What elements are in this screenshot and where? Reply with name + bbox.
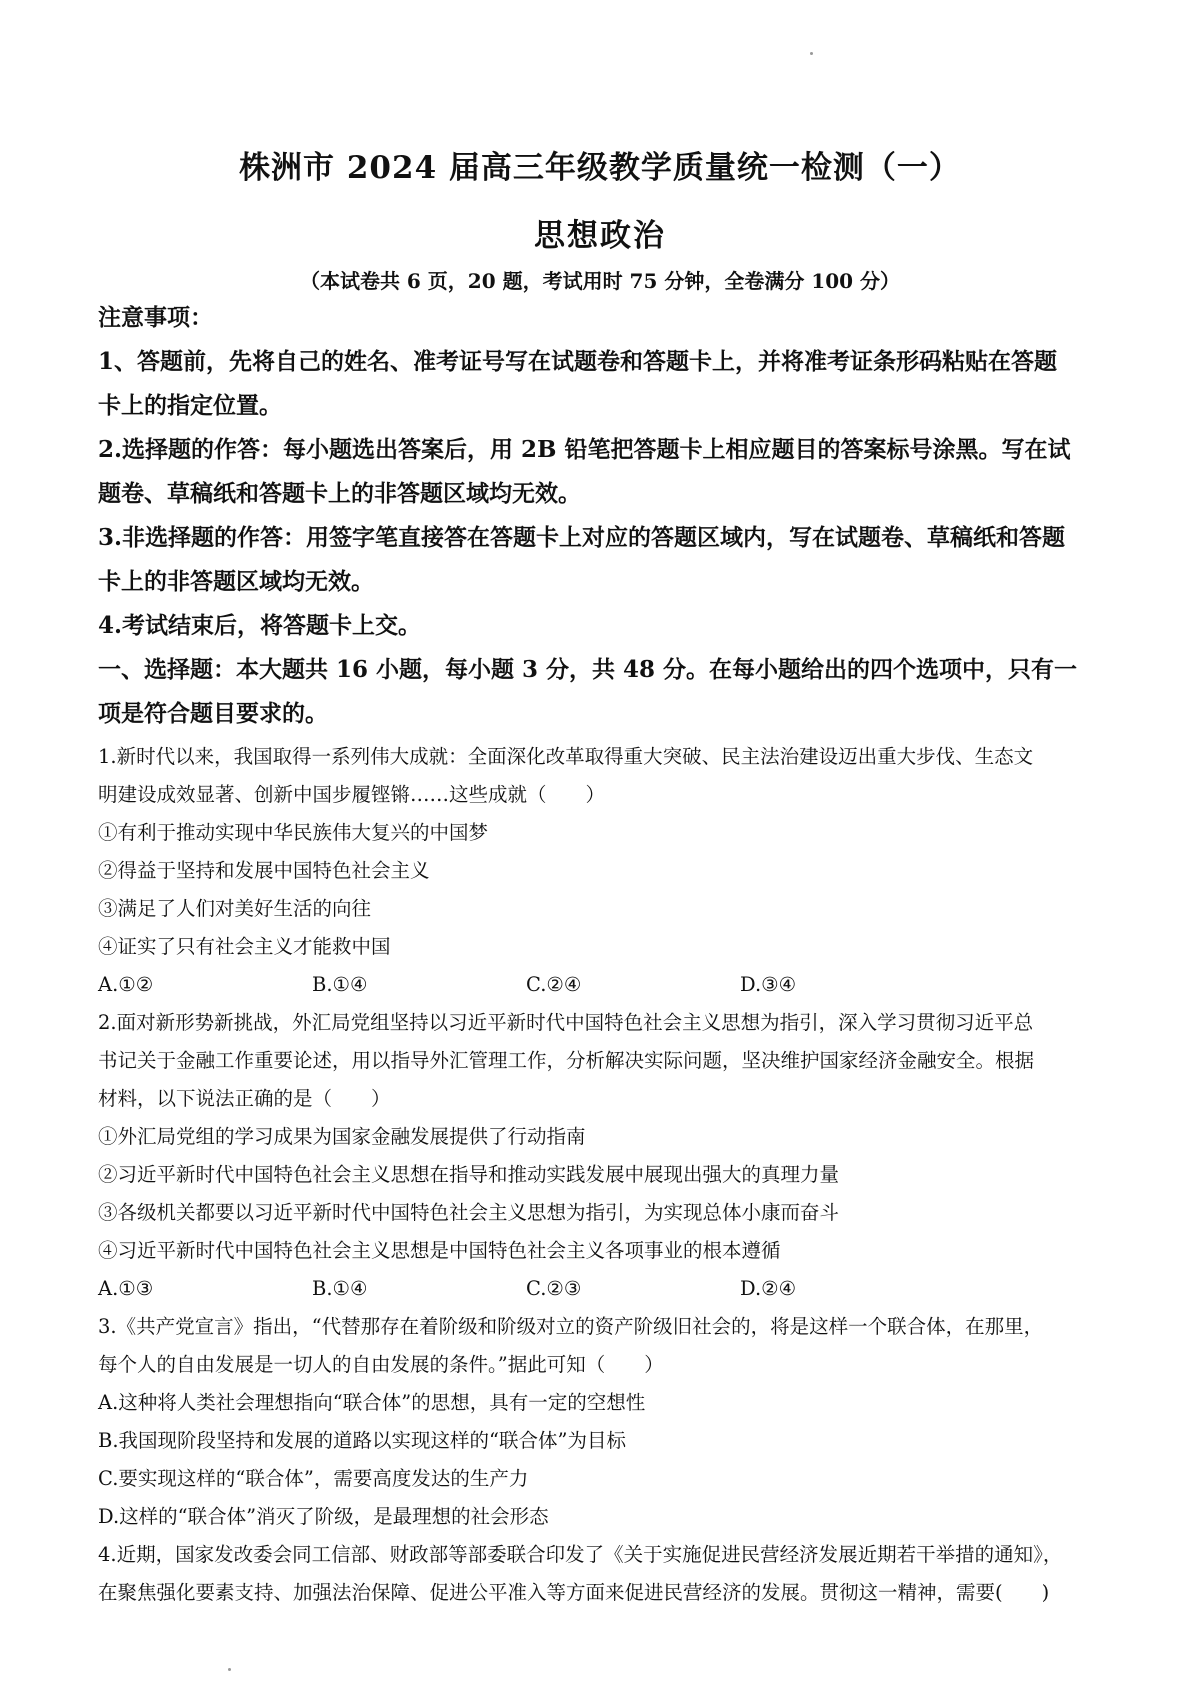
q2-statement-2: ②习近平新时代中国特色社会主义思想在指导和推动实践发展中展现出强大的真理力量	[98, 1163, 840, 1186]
q1-statement-1: ①有利于推动实现中华民族伟大复兴的中国梦	[98, 821, 489, 844]
notice-item-3-line-2: 卡上的非答题区域均无效。	[98, 568, 374, 595]
q3-option-c[interactable]: C.要实现这样的“联合体”，需要高度发达的生产力	[98, 1467, 529, 1490]
q2-option-b[interactable]: B.①④	[312, 1277, 368, 1300]
q3-stem-line-1: 3.《共产党宣言》指出，“代替那存在着阶级和阶级对立的资产阶级旧社会的，将是这样一个联合体，在那里，	[98, 1315, 1044, 1338]
notice-item-1-line-1: 1、答题前，先将自己的姓名、准考证号写在试题卷和答题卡上，并将准考证条形码粘贴在答题	[98, 348, 1058, 375]
q3-option-d[interactable]: D.这样的“联合体”消灭了阶级，是最理想的社会形态	[98, 1505, 549, 1528]
notice-item-4: 4.考试结束后，将答题卡上交。	[98, 612, 422, 639]
q1-option-c[interactable]: C.②④	[526, 973, 582, 996]
q1-stem-line-2: 明建设成效显著、创新中国步履铿锵……这些成就（ ）	[98, 783, 606, 806]
q1-option-b[interactable]: B.①④	[312, 973, 368, 996]
notice-item-1-line-2: 卡上的指定位置。	[98, 392, 282, 419]
q1-statement-3: ③满足了人们对美好生活的向往	[98, 897, 372, 920]
notice-item-2-line-1: 2.选择题的作答：每小题选出答案后，用 2B 铅笔把答题卡上相应题目的答案标号涂黑。写在试	[98, 436, 1071, 463]
q1-statement-2: ②得益于坚持和发展中国特色社会主义	[98, 859, 430, 882]
q4-stem-line-1: 4.近期，国家发改委会同工信部、财政部等部委联合印发了《关于实施促进民营经济发展近期若干举措的通知》，	[98, 1543, 1063, 1566]
q3-option-b[interactable]: B.我国现阶段坚持和发展的道路以实现这样的“联合体”为目标	[98, 1429, 626, 1452]
q2-statement-1: ①外汇局党组的学习成果为国家金融发展提供了行动指南	[98, 1125, 586, 1148]
q2-stem-line-3: 材料，以下说法正确的是（ ）	[98, 1087, 391, 1110]
q2-option-a[interactable]: A.①③	[98, 1277, 154, 1300]
exam-title: 株洲市 2024 届高三年级教学质量统一检测（一）	[239, 150, 961, 186]
notice-item-2-line-2: 题卷、草稿纸和答题卡上的非答题区域均无效。	[98, 480, 581, 507]
q1-option-d[interactable]: D.③④	[740, 973, 797, 996]
q3-option-a[interactable]: A.这种将人类社会理想指向“联合体”的思想，具有一定的空想性	[98, 1391, 646, 1414]
section-heading-line-1: 一、选择题：本大题共 16 小题，每小题 3 分，共 48 分。在每小题给出的四个选项中，只有一	[98, 656, 1078, 683]
q4-stem-line-2: 在聚焦强化要素支持、加强法治保障、促进公平准入等方面来促进民营经济的发展。贯彻这一精神，需要( )	[98, 1581, 1050, 1604]
q2-option-c[interactable]: C.②③	[526, 1277, 582, 1300]
notice-heading: 注意事项：	[98, 304, 213, 331]
q1-option-a[interactable]: A.①②	[98, 973, 154, 996]
q2-statement-3: ③各级机关都要以习近平新时代中国特色社会主义思想为指引，为实现总体小康而奋斗	[98, 1201, 840, 1224]
section-heading-line-2: 项是符合题目要求的。	[98, 700, 328, 727]
q2-stem-line-2: 书记关于金融工作重要论述，用以指导外汇管理工作，分析解决实际问题，坚决维护国家经济金融安全。根据	[98, 1049, 1035, 1072]
q3-stem-line-2: 每个人的自由发展是一切人的自由发展的条件。”据此可知（ ）	[98, 1353, 664, 1376]
q2-stem-line-1: 2.面对新形势新挑战，外汇局党组坚持以习近平新时代中国特色社会主义思想为指引，深入学习贯彻习近平总	[98, 1011, 1034, 1034]
q2-option-d[interactable]: D.②④	[740, 1277, 797, 1300]
scan-speck	[810, 52, 813, 55]
q1-stem-line-1: 1.新时代以来，我国取得一系列伟大成就：全面深化改革取得重大突破、民主法治建设迈出重大步伐、生态文	[98, 745, 1034, 768]
notice-item-3-line-1: 3.非选择题的作答：用签字笔直接答在答题卡上对应的答题区域内，写在试题卷、草稿纸和答题	[98, 524, 1066, 551]
q2-statement-4: ④习近平新时代中国特色社会主义思想是中国特色社会主义各项事业的根本遵循	[98, 1239, 781, 1262]
exam-meta: （本试卷共 6 页，20 题，考试用时 75 分钟，全卷满分 100 分）	[299, 269, 901, 293]
scan-speck	[228, 1668, 231, 1671]
q1-statement-4: ④证实了只有社会主义才能救中国	[98, 935, 391, 958]
exam-subject: 思想政治	[534, 218, 666, 254]
